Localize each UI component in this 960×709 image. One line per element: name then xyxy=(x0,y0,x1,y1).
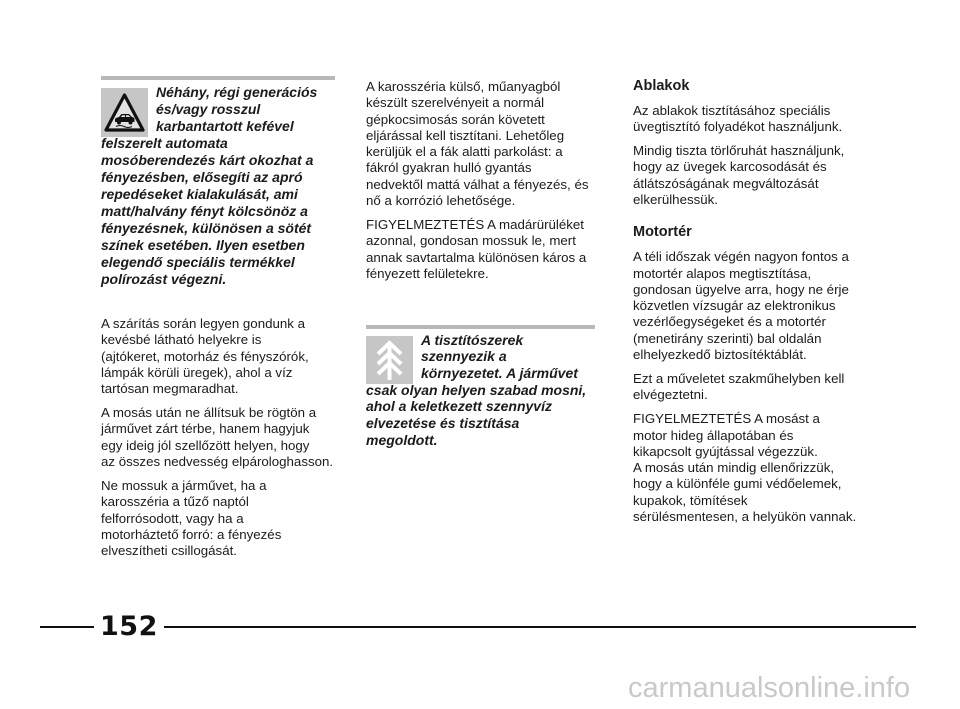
text-line: elhelyezkedő biztosítéktáblát. xyxy=(633,347,807,363)
environment-note-bar xyxy=(366,325,595,329)
text-line: repedéseket kialakulását, ami xyxy=(101,185,298,202)
watermark: carmanualsonline.info xyxy=(628,672,911,704)
text-line: közvetlen vízsugár az elektronikus xyxy=(633,298,836,314)
text-line: kerüljük el a fák alatti parkolást: a xyxy=(366,144,563,160)
section-heading: Ablakok xyxy=(633,78,690,94)
text-line: (menetirány szerinti) bal oldalán xyxy=(633,330,822,346)
warning-note-text xyxy=(101,84,335,288)
text-line: sérülésmentesen, a helyükön vannak. xyxy=(633,509,857,525)
text-line: felforrósodott, vagy ha a xyxy=(101,510,244,526)
section-heading: Motortér xyxy=(633,224,692,241)
text-line: A szárítás során legyen gondunk a xyxy=(101,316,306,331)
text-line: üvegtisztító folyadékot használjunk. xyxy=(633,119,843,135)
text-line: motortér alapos megtisztítása, xyxy=(633,265,812,281)
text-line: fákról gyakran hulló gyantás xyxy=(366,160,532,176)
text-line: A mosás után ne állítsuk be rögtön a xyxy=(101,405,317,421)
text-line: vezérlőegységeket és a motortér xyxy=(633,314,826,330)
text-line: elvégeztetni. xyxy=(633,387,708,403)
text-line: megoldott. xyxy=(366,431,438,448)
paragraph xyxy=(633,371,868,404)
environment-note-text xyxy=(366,332,595,449)
text-line: A karosszéria külső, műanyagból xyxy=(366,79,561,94)
text-line: Néhány, régi generációs xyxy=(156,83,318,100)
text-line: csak olyan helyen szabad mosni, xyxy=(366,381,587,398)
text-line: kikapcsolt gyújtással végezzük. xyxy=(633,443,818,459)
text-line: gondosan ügyelve arra, hogy ne érje xyxy=(633,281,849,297)
text-line: tartósan megmaradhat. xyxy=(101,381,239,397)
paragraph xyxy=(633,143,868,208)
text-line: elveszítheti csillogását. xyxy=(101,543,237,559)
text-line: fényezett felületekre. xyxy=(366,265,489,281)
middle-column-body xyxy=(366,79,595,290)
text-line: Ezt a műveletet szakműhelyben kell xyxy=(633,371,845,387)
text-line: (ajtókeret, motorház és fényszórók, xyxy=(101,348,309,364)
text-line: Mindig tiszta törlőruhát használjunk, xyxy=(633,143,845,159)
text-line: és/vagy rosszul xyxy=(156,100,261,117)
section-windows xyxy=(633,78,868,208)
warning-note-bar xyxy=(101,76,335,80)
text-line: hogy az üvegek karcosodását és xyxy=(633,159,827,175)
paragraph xyxy=(101,316,335,397)
text-line: járművet zárt térbe, hanem hagyjuk xyxy=(101,421,310,437)
text-line: elegendő speciális termékkel xyxy=(101,253,295,270)
text-line: eljárással kell tisztítani. Lehetőleg xyxy=(366,127,565,143)
text-line: Az ablakok tisztításához speciális xyxy=(633,102,831,118)
text-line: A téli időszak végén nagyon fontos a xyxy=(633,249,849,265)
text-line: fényezésnek, különösen a sötét xyxy=(101,219,312,236)
text-line: annak savtartalma különösen káros a xyxy=(366,249,587,265)
text-line: polírozást végezni. xyxy=(101,270,227,287)
text-line: matt/halvány fényt kölcsönöz a xyxy=(101,202,308,219)
text-line: lámpák körüli üregek), ahol a víz xyxy=(101,364,293,380)
text-line: ahol a keletkezett szennyvíz xyxy=(366,398,552,415)
text-line: motorháztető forró: a fényezés xyxy=(101,526,282,542)
text-line: egy ideig jól szellőzött helyen, hogy xyxy=(101,437,310,453)
text-line: hogy a különféle gumi védőelemek, xyxy=(633,476,842,492)
paragraph xyxy=(366,79,595,209)
text-line: FIGYELMEZTETÉS A madárürüléket xyxy=(366,217,584,233)
section-engine-bay xyxy=(633,216,868,525)
text-line: elvezetése és tisztítása xyxy=(366,415,520,432)
text-line: mosóberendezés kárt okozhat a xyxy=(101,151,314,168)
text-line: gépkocsimosás során követett xyxy=(366,111,545,127)
right-column-body xyxy=(633,78,868,533)
text-line: nő a korrózió lehetősége. xyxy=(366,193,516,209)
text-line: környezetet. A járművet xyxy=(421,365,578,381)
text-line: átlátszóságának megváltozását xyxy=(633,175,819,191)
text-line: az összes nedvesség elpárologhasson. xyxy=(101,454,334,470)
text-line: karosszéria a tűző naptól xyxy=(101,494,249,510)
paragraph xyxy=(633,249,868,363)
left-column-body xyxy=(101,316,335,567)
paragraph xyxy=(633,103,868,136)
text-line: kevésbé látható helyekre is xyxy=(101,332,262,348)
text-line: fényezésben, elősegíti az apró xyxy=(101,168,303,185)
text-line: A tisztítószerek xyxy=(421,331,524,348)
text-line: motor hideg állapotában és xyxy=(633,427,794,443)
footer-rule xyxy=(40,626,916,628)
text-line: színek esetében. Ilyen esetben xyxy=(101,236,305,253)
text-line: készült szerelvényeit a normál xyxy=(366,95,545,111)
text-line: FIGYELMEZTETÉS A mosást a xyxy=(633,411,820,427)
paragraph xyxy=(101,478,335,559)
paragraph xyxy=(366,217,595,282)
text-line: felszerelt automata xyxy=(101,134,228,151)
text-line: kupakok, tömítések xyxy=(633,492,748,508)
text-line: szennyezik a xyxy=(421,348,507,365)
text-line: A mosás után mindig ellenőrizzük, xyxy=(633,460,835,476)
text-line: elkerülhessük. xyxy=(633,191,718,207)
text-line: karbantartott kefével xyxy=(156,117,294,134)
paragraph xyxy=(633,411,868,525)
text-line: Ne mossuk a járművet, ha a xyxy=(101,478,267,494)
page-number: 152 xyxy=(94,612,164,642)
paragraph xyxy=(101,405,335,470)
text-line: azonnal, gondosan mossuk le, mert xyxy=(366,233,576,249)
text-line: nedvektől mattá válhat a fényezés, és xyxy=(366,176,589,192)
